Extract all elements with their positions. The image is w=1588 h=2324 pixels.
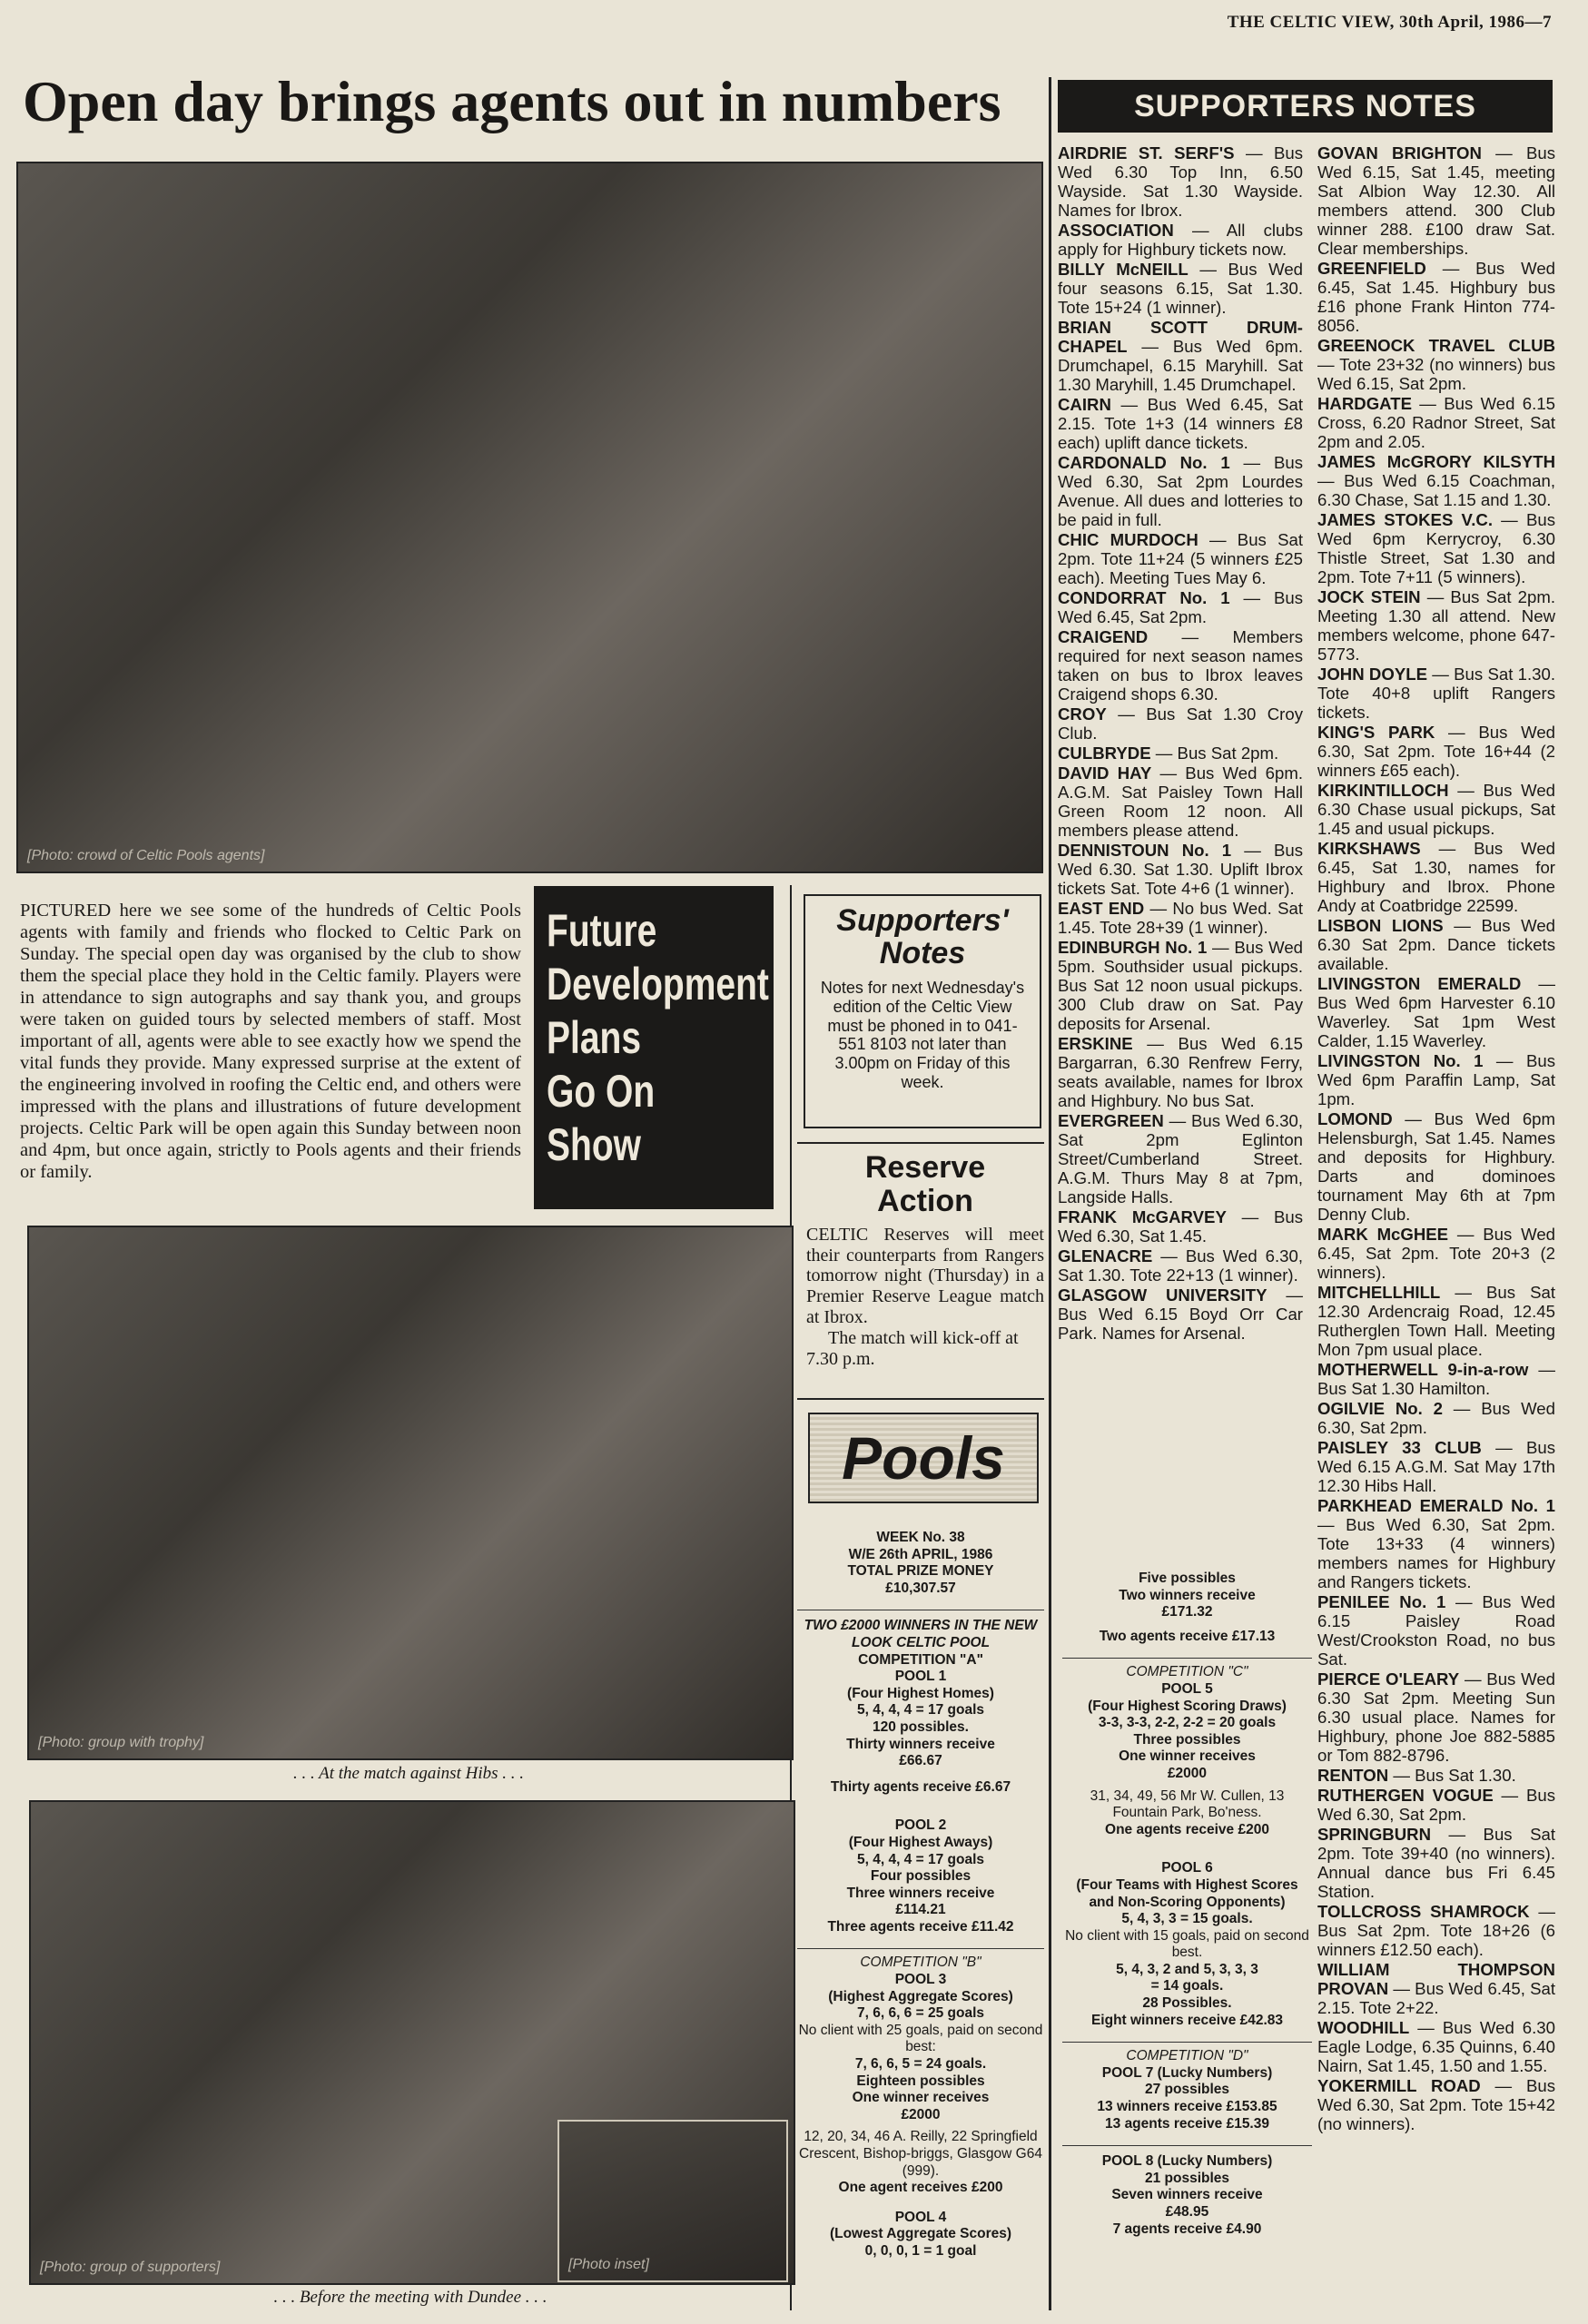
club-details: — Bus Wed 6.30 Sat 2pm. Dance tickets available. <box>1317 916 1555 973</box>
pools-line: One agents receive £200 <box>1105 1821 1269 1837</box>
club-details: — Bus Wed 6.15 Paisley Road West/Crookston Road, no bus Sat. <box>1317 1592 1555 1669</box>
club-note <box>1058 143 1303 220</box>
pools-line: Eighteen possibles <box>856 2073 985 2089</box>
caption-dundee: . . . Before the meeting with Dundee . . . <box>273 2288 547 2307</box>
club-note <box>1058 395 1303 452</box>
pools-line: 5, 4, 4, 4 = 17 goals <box>856 1702 984 1718</box>
club-name: MOTHERWELL 9-in-a-row <box>1317 1360 1529 1379</box>
pools-line: POOL 1 <box>894 1669 947 1685</box>
club-note <box>1317 1825 1555 1901</box>
club-name: OGILVIE No. 2 <box>1317 1399 1443 1418</box>
pools-line: POOL 6 <box>1161 1860 1213 1876</box>
club-note <box>1317 1399 1555 1437</box>
box-title: Notes <box>879 935 966 970</box>
pools-line: £66.67 <box>899 1753 942 1769</box>
club-name: LISBON LIONS <box>1317 916 1444 935</box>
pools-line: COMPETITION "B" <box>860 1955 981 1971</box>
club-note <box>1317 1669 1555 1765</box>
club-note <box>1058 453 1303 529</box>
club-name: EDINBURGH No. 1 <box>1058 938 1208 957</box>
pools-line: Three agents receive £11.42 <box>827 1918 1014 1935</box>
pools-line: Two winners receive <box>1119 1587 1256 1603</box>
pools-line: (Four Teams with Highest Scores and Non-Scoring Opponents) <box>1076 1876 1298 1910</box>
pools-line: (Four Highest Aways) <box>848 1834 993 1850</box>
pools-line: £171.32 <box>1161 1604 1213 1620</box>
club-details: — Bus Sat 2pm. Meeting 1.30 all attend. New members welcome, phone 647-5773. <box>1317 587 1555 664</box>
club-note <box>1317 1592 1555 1669</box>
club-name: MITCHELLHILL <box>1317 1283 1441 1302</box>
pools-line: POOL 8 (Lucky Numbers) <box>1101 2153 1273 2170</box>
club-name: AIRDRIE ST. SERF'S <box>1058 143 1235 162</box>
club-details: — Bus Sat 2pm. <box>1150 743 1279 763</box>
club-details: — Bus Wed 6.30 Chase usual pickups, Sat 1.45 and usual pickups. <box>1317 781 1555 838</box>
pools-line: Two agents receive £17.13 <box>1099 1628 1276 1644</box>
club-name: TOLLCROSS SHAMROCK <box>1317 1902 1530 1921</box>
pools-line: (Four Highest Homes) <box>847 1685 994 1701</box>
club-note <box>1317 1225 1555 1282</box>
club-name: RUTHERGEN VOGUE <box>1317 1786 1494 1805</box>
club-name: YOKERMILL ROAD <box>1317 2076 1481 2095</box>
club-note <box>1058 318 1303 394</box>
club-details: — Bus Wed 6pm. Drumchapel, 6.15 Maryhill. Sat 1.30 Maryhill, 1.45 Drumchapel. <box>1058 337 1303 394</box>
pools-line: POOL 3 <box>894 1972 947 1988</box>
pools-line: 5, 4, 3, 3 = 15 goals. <box>1121 1911 1253 1927</box>
club-name: CHIC MURDOCH <box>1058 530 1198 549</box>
pools-line: No client with 15 goals, paid on second best. <box>1065 1927 1309 1961</box>
club-note <box>1058 627 1303 704</box>
pools-line: 0, 0, 0, 1 = 1 goal <box>864 2242 977 2259</box>
club-note <box>1317 1766 1555 1785</box>
reserve-text: CELTIC Reserves will meet their counterparts from Rangers tomorrow night (Thursday) in a Premier Reserve League match at Ibrox. <box>806 1224 1044 1327</box>
club-note <box>1317 723 1555 780</box>
future-line: Go On <box>547 1066 656 1117</box>
club-details: — Bus Wed 6.15 Coachman, 6.30 Chase, Sat 1.15 and 1.30. <box>1317 471 1555 509</box>
future-line: Plans <box>547 1012 642 1063</box>
club-details: — Bus Wed 6.30, Sat 1.30. Tote 22+13 (1 winner). <box>1058 1246 1303 1285</box>
club-details: — Bus Wed 6.30, Sat 2pm Lourdes Avenue. All dues and lotteries to be paid in full. <box>1058 453 1303 529</box>
future-line: Future <box>547 905 657 956</box>
club-note <box>1317 1786 1555 1824</box>
club-note <box>1317 1051 1555 1108</box>
box-text: Notes for next Wednesday's edition of the Celtic View must be phoned in to 041-551 8103 not later than 3.00pm on Friday of this week. <box>820 979 1025 1091</box>
reserve-title: Reserve <box>864 1150 986 1185</box>
club-details: — Bus Wed 6pm Paraffin Lamp, Sat 1pm. <box>1317 1051 1556 1108</box>
pools-column-1 <box>797 1530 1044 2260</box>
pools-line: Four possibles <box>870 1868 972 1885</box>
club-name: GLASGOW UNIVERSITY <box>1058 1285 1267 1305</box>
club-details: — Bus Wed 6.45, Sat 2.15. Tote 2+22. <box>1317 1979 1555 2017</box>
pools-line: COMPETITION "A" <box>858 1651 983 1668</box>
club-note <box>1317 2076 1555 2133</box>
headline: Open day brings agents out in numbers <box>23 69 1001 133</box>
reserve-action <box>806 1151 1044 1369</box>
club-note <box>1058 260 1303 317</box>
club-name: CAIRN <box>1058 395 1111 414</box>
club-details: — Bus Wed 6.45, Sat 1.30, names for Highbury and Ibrox. Phone Andy at Coatbridge 22599. <box>1317 839 1555 915</box>
pools-line: £10,307.57 <box>885 1580 956 1596</box>
photo-label: [Photo inset] <box>568 2257 649 2272</box>
club-name: JAMES STOKES V.C. <box>1317 510 1493 529</box>
club-name: CRAIGEND <box>1058 627 1149 646</box>
pools-line: 13 winners receive £153.85 <box>1097 2099 1277 2115</box>
club-name: LIVINGSTON EMERALD <box>1317 974 1522 993</box>
notes-column-right <box>1317 143 1555 2134</box>
reserve-title: Action <box>877 1184 973 1219</box>
club-name: DAVID HAY <box>1058 763 1152 783</box>
club-note <box>1058 899 1303 937</box>
supporters-notes-header: SUPPORTERS NOTES <box>1058 80 1553 133</box>
photo-label: [Photo: group with trophy] <box>38 1735 204 1750</box>
club-name: SPRINGBURN <box>1317 1825 1431 1844</box>
club-note <box>1317 1438 1555 1495</box>
supporters-group-photo <box>29 1800 795 2285</box>
pools-line: One winner receives <box>1119 1748 1256 1765</box>
club-name: PENILEE No. 1 <box>1317 1592 1446 1611</box>
club-note <box>1058 841 1303 898</box>
box-title: Supporters' <box>836 903 1009 938</box>
club-details: — No bus Wed. Sat 1.45. Tote 28+39 (1 winner). <box>1058 899 1303 937</box>
future-development-box <box>534 886 774 1209</box>
club-note <box>1058 1285 1303 1343</box>
club-note <box>1317 665 1555 722</box>
inset-photo <box>557 2120 788 2282</box>
club-name: JOCK STEIN <box>1317 587 1421 606</box>
club-name: JAMES McGRORY KILSYTH <box>1317 452 1555 471</box>
club-details: — Bus Wed four seasons 6.15, Sat 1.30. Tote 15+24 (1 winner). <box>1058 260 1304 317</box>
club-note <box>1317 839 1555 915</box>
club-note <box>1058 1034 1303 1110</box>
pools-line: 12, 20, 34, 46 A. Reilly, 22 Springfield Crescent, Bishop-briggs, Glasgow G64 (999). <box>799 2129 1042 2179</box>
club-name: EVERGREEN <box>1058 1111 1164 1130</box>
club-note <box>1317 781 1555 838</box>
club-note <box>1317 452 1555 509</box>
pools-line: (Four Highest Scoring Draws) <box>1088 1698 1287 1714</box>
pools-line: Seven winners receive <box>1111 2187 1263 2203</box>
pools-line: 27 possibles <box>1144 2082 1230 2098</box>
club-details: — Bus Wed 6.30. Sat 1.30. Uplift Ibrox tickets Sat. Tote 4+6 (1 winner). <box>1058 841 1303 898</box>
club-name: FRANK McGARVEY <box>1058 1207 1227 1226</box>
club-note <box>1317 587 1555 664</box>
pools-column-2 <box>1062 1571 1312 2238</box>
club-note <box>1058 743 1303 763</box>
notes-column-left <box>1058 143 1303 1344</box>
club-name: CARDONALD No. 1 <box>1058 453 1230 472</box>
club-name: KIRKSHAWS <box>1317 839 1421 858</box>
club-name: ERSKINE <box>1058 1034 1133 1053</box>
club-name: GLENACRE <box>1058 1246 1153 1265</box>
club-name: PAISLEY 33 CLUB <box>1317 1438 1482 1457</box>
divider <box>797 1142 1044 1144</box>
club-note <box>1058 1207 1303 1246</box>
pools-line: One winner receives <box>852 2090 990 2106</box>
club-details: — Bus Wed 6.15 Boyd Orr Car Park. Names for Arsenal. <box>1058 1285 1304 1343</box>
club-name: PIERCE O'LEARY <box>1317 1669 1460 1689</box>
club-note <box>1317 1109 1555 1224</box>
club-details: — Bus Wed 6pm. A.G.M. Sat Paisley Town Hall Green Room 12 noon. All members please attend. <box>1058 763 1304 840</box>
club-note <box>1317 394 1555 451</box>
club-details: — Tote 23+32 (no winners) bus Wed 6.15, Sat 2pm. <box>1317 355 1555 393</box>
pools-line: 120 possibles. <box>873 1718 969 1735</box>
pools-line: COMPETITION "D" <box>1126 2048 1248 2064</box>
club-name: BILLY McNEILL <box>1058 260 1189 279</box>
pools-line: No client with 25 goals, paid on second best: <box>798 2022 1043 2055</box>
club-details: — Bus Wed 6.15 Cross, 6.20 Radnor Street, Sat 2pm and 2.05. <box>1317 394 1555 451</box>
club-details: — Bus Wed 6.30, Sat 2pm. <box>1317 1399 1555 1437</box>
club-details: — Bus Wed 6.30, Sat 2pm Eglinton Street/Cumberland Street. A.G.M. Thurs May 8 at 7pm, Langside Halls. <box>1058 1111 1303 1206</box>
club-name: BRIAN SCOTT DRUM-CHAPEL <box>1058 318 1303 356</box>
club-name: HARDGATE <box>1317 394 1412 413</box>
club-note <box>1317 1960 1555 2017</box>
crowd-photo <box>16 162 1043 873</box>
pools-line: POOL 4 <box>894 2209 947 2225</box>
pools-line: POOL 5 <box>1161 1680 1213 1697</box>
club-details: — Bus Wed 6.30, Sat 2pm. <box>1317 1786 1555 1824</box>
club-name: KIRKINTILLOCH <box>1317 781 1449 800</box>
club-note <box>1317 1283 1555 1359</box>
pools-line: WEEK No. 38 <box>876 1530 965 1545</box>
club-details: — Bus Sat 1.30 Croy Club. <box>1058 704 1303 743</box>
pools-line: POOL 2 <box>894 1817 947 1834</box>
club-name: CONDORRAT No. 1 <box>1058 588 1230 607</box>
club-note <box>1317 143 1555 258</box>
club-note <box>1058 221 1303 259</box>
pools-line: £2000 <box>901 2106 941 2122</box>
club-note <box>1317 510 1555 586</box>
photo-label: [Photo: crowd of Celtic Pools agents] <box>27 848 265 863</box>
pools-line: Thirty winners receive <box>846 1736 995 1752</box>
pools-line: One agent receives £200 <box>838 2180 1003 2196</box>
pools-line: 3-3, 3-3, 2-2, 2-2 = 20 goals <box>1098 1715 1277 1731</box>
pools-line: 7 agents receive £4.90 <box>1112 2221 1262 2237</box>
pools-line: POOL 7 (Lucky Numbers) <box>1101 2064 1273 2081</box>
club-note <box>1058 704 1303 743</box>
club-details: — Bus Wed 6.30, Sat 2pm. Tote 13+33 (4 winners) members names for Highbury and Rangers tickets. <box>1317 1515 1555 1591</box>
club-name: WOODHILL <box>1317 2018 1410 2037</box>
club-details: — Bus Wed 6.30, Sat 1.45. <box>1058 1207 1303 1246</box>
club-name: CROY <box>1058 704 1107 724</box>
club-note <box>1058 530 1303 587</box>
pools-line: (Lowest Aggregate Scores) <box>829 2226 1012 2242</box>
pools-line: Thirty agents receive £6.67 <box>830 1778 1011 1795</box>
club-details: — Bus Sat 2pm. Tote 39+40 (no winners). Annual dance bus Fri 6.45 Station. <box>1317 1825 1555 1901</box>
pools-line: = 14 goals. <box>1150 1978 1224 1994</box>
pools-line: (Highest Aggregate Scores) <box>828 1988 1013 2004</box>
club-note <box>1058 938 1303 1033</box>
pools-line: 28 Possibles. <box>1142 1995 1232 2012</box>
club-note <box>1317 1902 1555 1959</box>
club-name: RENTON <box>1317 1766 1389 1785</box>
trophy-group-photo <box>27 1226 794 1760</box>
pools-line: TWO £2000 WINNERS IN THE NEW LOOK CELTIC POOL <box>804 1618 1038 1650</box>
club-name: DENNISTOUN No. 1 <box>1058 841 1232 860</box>
club-details: — Bus Wed 6pm Kerrycroy, 6.30 Thistle Street, Sat 1.30 and 2pm. Tote 7+11 (5 winners). <box>1317 510 1555 586</box>
club-name: JOHN DOYLE <box>1317 665 1427 684</box>
pools-line: Three possibles <box>1133 1731 1241 1748</box>
club-details: — Bus Wed 6.15, Sat 1.45, meeting Sat Albion Way 12.30. All members attend. 300 Club winner 288. £100 draw Sat. Clear memberships. <box>1317 143 1555 258</box>
pools-line: 7, 6, 6, 6 = 25 goals <box>856 2005 984 2022</box>
club-name: WILLIAM THOMPSON PROVAN <box>1317 1960 1555 1998</box>
future-line: Development <box>547 959 769 1009</box>
club-details: — Bus Sat 1.30. <box>1388 1766 1516 1785</box>
pools-line: 7, 6, 6, 5 = 24 goals. <box>854 2056 987 2073</box>
club-details: — Bus Sat 2pm. Tote 11+24 (5 winners £25 each). Meeting Tues May 6. <box>1058 530 1303 587</box>
club-details: — Bus Sat 1.30 Hamilton. <box>1317 1360 1555 1398</box>
club-details: — Bus Wed 6pm Helensburgh, Sat 1.45. Names and deposits for Highbury. Darts and dominoes tournament May 6th at 7pm Denny Club. <box>1317 1109 1555 1224</box>
reserve-text: The match will kick-off at 7.30 p.m. <box>806 1327 1019 1369</box>
pools-line: TOTAL PRIZE MONEY <box>847 1563 994 1580</box>
club-note <box>1058 588 1303 626</box>
club-name: ASSOCIATION <box>1058 221 1174 240</box>
club-note <box>1317 916 1555 973</box>
club-details: — Bus Wed 6.30, Sat 2pm. Tote 15+42 (no winners). <box>1317 2076 1556 2133</box>
club-details: — Bus Wed 6.30 Eagle Lodge, 6.35 Quinns, 6.40 Nairn, Sat 1.45, 1.50 and 1.55. <box>1317 2018 1555 2075</box>
pools-line: COMPETITION "C" <box>1126 1664 1248 1680</box>
club-name: GREENOCK TRAVEL CLUB <box>1317 336 1555 355</box>
club-details: — All clubs apply for Highbury tickets now. <box>1058 221 1303 259</box>
club-details: — Bus Wed 6.15 A.G.M. Sat May 17th 12.30 Hibs Hall. <box>1317 1438 1555 1495</box>
club-details: — Bus Wed 6.30 Top Inn, 6.50 Wayside. Sat 1.30 Wayside. Names for Ibrox. <box>1058 143 1303 220</box>
club-details: — Bus Wed 5pm. Southsider usual pickups. Bus Sat 12 noon usual pickups. 300 Club draw on Sat. Pay deposits for Arsenal. <box>1058 938 1303 1033</box>
caption-hibs: . . . At the match against Hibs . . . <box>292 1764 525 1783</box>
running-head: THE CELTIC VIEW, 30th April, 1986—7 <box>1227 13 1552 32</box>
club-name: CULBRYDE <box>1058 743 1151 763</box>
club-details: — Bus Wed 6.30, Sat 2pm. Tote 16+44 (2 winners £65 each). <box>1317 723 1555 780</box>
club-note <box>1058 1111 1303 1206</box>
pools-line: Eight winners receive £42.83 <box>1090 2012 1284 2028</box>
club-note <box>1317 259 1555 335</box>
club-name: LIVINGSTON No. 1 <box>1317 1051 1484 1070</box>
divider <box>797 1398 1044 1400</box>
club-details: — Bus Wed 6.45, Sat 2.15. Tote 1+3 (14 winners £8 each) uplift dance tickets. <box>1058 395 1303 452</box>
pools-line: Five possibles <box>1139 1571 1236 1586</box>
pools-logo-text: Pools <box>842 1424 1005 1492</box>
column-rule <box>1049 77 1051 2310</box>
club-details: — Bus Wed 6.45, Sat 2pm. <box>1058 588 1303 626</box>
club-note <box>1317 974 1555 1050</box>
club-name: GOVAN BRIGHTON <box>1317 143 1482 162</box>
pools-line: 13 agents receive £15.39 <box>1105 2115 1269 2132</box>
pools-line: W/E 26th APRIL, 1986 <box>848 1546 993 1562</box>
club-name: GREENFIELD <box>1317 259 1426 278</box>
club-details: — Bus Wed 6.30 Sat 2pm. Meeting Sun 6.30 usual place. Names for Highbury, phone Joe 882-5885 or Tom 882-8796. <box>1317 1669 1555 1765</box>
club-details: — Bus Sat 2pm. Tote 18+26 (6 winners £12.50 each). <box>1317 1902 1555 1959</box>
pools-line: £114.21 <box>895 1902 946 1918</box>
pools-logo <box>808 1413 1039 1503</box>
club-details: — Bus Sat 1.30. Tote 40+8 uplift Rangers tickets. <box>1317 665 1555 722</box>
pools-line: 5, 4, 4, 4 = 17 goals <box>856 1851 984 1867</box>
pools-line: Three winners receive <box>846 1885 995 1901</box>
club-note <box>1317 336 1555 393</box>
club-name: PARKHEAD EMERALD No. 1 <box>1317 1496 1555 1515</box>
club-details: — Bus Wed 6.15 Bargarran, 6.30 Renfrew Ferry, seats available, names for Ibrox and Highbury. No bus Sat. <box>1058 1034 1303 1110</box>
supporters-notes-box <box>804 894 1041 1128</box>
club-details: — Bus Sat 12.30 Ardencraig Road, 12.45 Rutherglen Town Hall. Meeting Mon 7pm usual place. <box>1317 1283 1555 1359</box>
club-details: — Bus Wed 6.45, Sat 1.45. Highbury bus £16 phone Frank Hinton 774-8056. <box>1317 259 1555 335</box>
pools-line: £48.95 <box>1165 2204 1209 2220</box>
club-name: LOMOND <box>1317 1109 1393 1128</box>
club-note <box>1317 2018 1555 2075</box>
club-name: EAST END <box>1058 899 1145 918</box>
pools-line: 31, 34, 49, 56 Mr W. Cullen, 13 Fountain Park, Bo'ness. <box>1090 1787 1285 1821</box>
future-line: Show <box>547 1119 641 1170</box>
club-details: — Bus Wed 6pm Harvester 6.10 Waverley. Sat 1pm West Calder, 1.15 Waverley. <box>1317 974 1555 1050</box>
club-note <box>1058 1246 1303 1285</box>
pools-line: £2000 <box>1167 1765 1208 1781</box>
club-name: MARK McGHEE <box>1317 1225 1449 1244</box>
club-details: — Members required for next season names taken on bus to Ibrox leaves Craigend shops 6.30. <box>1058 627 1303 704</box>
photo-label: [Photo: group of supporters] <box>40 2260 221 2275</box>
club-name: KING'S PARK <box>1317 723 1435 742</box>
club-note <box>1317 1360 1555 1398</box>
club-details: — Bus Wed 6.45, Sat 2pm. Tote 20+3 (2 winners). <box>1317 1225 1555 1282</box>
pools-line: 21 possibles <box>1144 2170 1230 2186</box>
pools-line: 5, 4, 3, 2 and 5, 3, 3, 3 <box>1116 1961 1258 1977</box>
main-story: PICTURED here we see some of the hundreds of Celtic Pools agents with family and friends who flocked to Celtic Park on Sunday. The special open day was organised by the club to show them the special place they hold in the Celtic family. Players were in attendance to sign autographs and say thank you, and groups were taken on guided tours by selected members of staff. Most important of all, agents were able to see exactly how we spend the vital funds they provide. Many expressed surprise at the extent of the engineering involved in roofing the Celtic end, and others were impressed with the plans and illustrations of future development projects. Celtic Park will be open again this Sunday between noon and 4pm, but once again, strictly to Pools agents and their friends or family. <box>20 901 521 1182</box>
club-note <box>1058 763 1303 840</box>
club-note <box>1317 1496 1555 1591</box>
